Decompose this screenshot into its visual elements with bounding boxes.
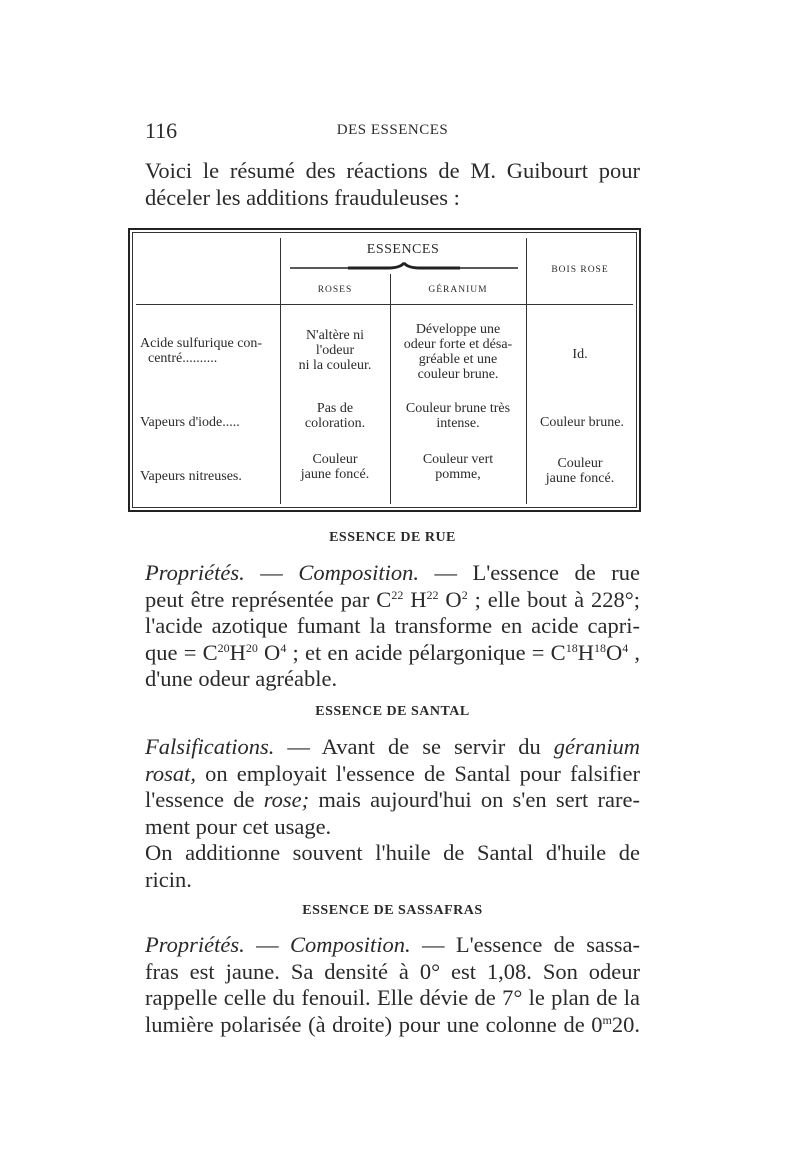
- cell-line: intense.: [436, 416, 480, 431]
- text-run: l'essence de: [145, 787, 264, 812]
- cell-line: Couleur: [312, 452, 358, 467]
- section-paragraph: [145, 734, 640, 893]
- cell-line: Développe une: [415, 322, 501, 337]
- italic-term: géranium: [553, 734, 640, 759]
- text-run: que = C: [145, 639, 218, 665]
- cell-line: Couleur: [557, 456, 603, 471]
- cell-line: jaune foncé.: [545, 471, 615, 486]
- italic-label: Composition.: [289, 932, 411, 957]
- section-title: ESSENCE DE SANTAL: [315, 704, 470, 719]
- text-run: — Avant de se servir du: [274, 734, 554, 759]
- text-line: [145, 587, 640, 614]
- group-header-essences: ESSENCES: [366, 242, 440, 257]
- cell-bois-rose: [526, 456, 634, 486]
- superscript: 20: [245, 640, 258, 655]
- cell-line: odeur forte et désa-: [403, 337, 513, 352]
- table-row-reagent: [140, 336, 280, 366]
- cell-line: Pas de: [316, 401, 354, 416]
- text-run: lumière polarisée (à droite) pour une colonne de 0: [145, 1011, 603, 1037]
- text-run: H: [229, 639, 246, 665]
- cell-line: coloration.: [304, 416, 366, 431]
- cell-geranium: [390, 452, 526, 482]
- italic-label: Falsifications.: [145, 734, 275, 759]
- column-header-roses: ROSES: [317, 285, 353, 295]
- cell-line: Id.: [572, 347, 588, 362]
- text-line: [145, 560, 640, 587]
- text-run: —: [244, 560, 299, 585]
- text-run: H: [577, 639, 594, 665]
- text-line: [145, 932, 640, 959]
- superscript: 2: [461, 587, 468, 602]
- text-run: —: [244, 932, 290, 957]
- cell-bois-rose: [526, 415, 638, 430]
- section-paragraph: [145, 560, 640, 693]
- header-rule: [136, 304, 633, 305]
- column-header-bois-rose: BOIS ROSE: [551, 265, 609, 275]
- cell-line: pomme,: [435, 467, 481, 482]
- text-line: [145, 787, 640, 814]
- text-line: On additionne souvent l'huile de Santal d'huile de: [145, 840, 640, 865]
- text-line: ricin.: [145, 866, 192, 892]
- reagent-line: Acide sulfurique con-: [140, 336, 263, 351]
- column-header-geranium: GÉRANIUM: [428, 285, 488, 295]
- reagent-line: centré..........: [148, 351, 218, 366]
- section-title: ESSENCE DE RUE: [329, 530, 456, 545]
- italic-label: Propriétés.: [145, 932, 245, 957]
- text-run: mais aujourd'hui on s'en sert rare-: [309, 787, 640, 812]
- text-run: on employait l'essence de Santal pour falsifier: [196, 760, 640, 786]
- cell-line: Couleur vert: [422, 452, 494, 467]
- text-line: rappelle celle du fenouil. Elle dévie de 7° le plan de la: [145, 985, 640, 1010]
- cell-bois-rose: [526, 347, 634, 362]
- intro-paragraph: [145, 158, 640, 211]
- text-line: [145, 1012, 640, 1039]
- cell-line: gréable et une: [418, 352, 498, 367]
- text-run: O: [605, 639, 623, 665]
- intro-line: déceler les additions frauduleuses :: [145, 184, 460, 210]
- superscript: 4: [622, 640, 629, 655]
- text-line: [145, 761, 640, 788]
- text-line: [145, 734, 640, 761]
- text-run: peut être représentée par C: [145, 586, 392, 612]
- italic-term: rose;: [263, 787, 310, 812]
- table-row-reagent: [140, 469, 280, 484]
- intro-line: Voici le résumé des réactions de M. Guibourt pour: [145, 158, 640, 183]
- italic-label: Composition.: [298, 560, 419, 585]
- text-run: — L'essence de sassa-: [410, 932, 641, 957]
- cell-line: l'odeur: [315, 343, 355, 358]
- section-title: ESSENCE DE SASSAFRAS: [302, 903, 483, 918]
- text-line: ment pour cet usage.: [145, 813, 332, 839]
- running-title: DES ESSENCES: [336, 122, 449, 138]
- page-number: 116: [145, 118, 178, 143]
- reagent-line: Vapeurs nitreuses.: [140, 469, 242, 484]
- text-run: H: [403, 586, 427, 612]
- text-run: — L'essence de rue: [418, 560, 640, 585]
- text-run: O: [438, 586, 462, 612]
- cell-roses: [280, 452, 390, 482]
- superscript: 4: [280, 640, 287, 655]
- running-head: [145, 118, 640, 144]
- text-run: O: [257, 639, 281, 665]
- text-run: ; elle bout à 228°;: [467, 586, 641, 612]
- table-row-reagent: [140, 415, 280, 430]
- text-run: ,: [628, 639, 641, 665]
- cell-line: ni la couleur.: [298, 358, 372, 373]
- cell-geranium: [390, 322, 526, 382]
- text-line: [145, 640, 640, 667]
- italic-term: rosat,: [145, 760, 197, 786]
- cell-line: couleur brune.: [417, 367, 499, 382]
- cell-geranium: [390, 401, 526, 431]
- cell-roses: [280, 328, 390, 373]
- superscript: 20: [217, 640, 230, 655]
- text-run: ; et en acide pélargonique = C: [286, 639, 566, 665]
- reagent-line: Vapeurs d'iode.....: [140, 415, 240, 430]
- cell-line: jaune foncé.: [300, 467, 370, 482]
- superscript: 18: [565, 640, 578, 655]
- cell-line: Couleur brune.: [540, 415, 624, 430]
- superscript: 18: [593, 640, 606, 655]
- italic-label: Propriétés.: [145, 560, 245, 585]
- text-line: d'une odeur agréable.: [145, 666, 338, 691]
- superscript: m: [602, 1012, 612, 1027]
- superscript: 22: [391, 587, 404, 602]
- reaction-table: [128, 228, 641, 512]
- text-line: l'acide azotique fumant la transforme en acide capri-: [145, 613, 640, 638]
- text-line: fras est jaune. Sa densité à 0° est 1,08. Son odeur: [145, 958, 640, 984]
- section-paragraph: [145, 932, 640, 1038]
- brace-decoration: [288, 262, 520, 276]
- superscript: 22: [426, 587, 439, 602]
- cell-line: Couleur brune très: [405, 401, 511, 416]
- cell-line: N'altère ni: [305, 328, 365, 343]
- cell-roses: [280, 401, 390, 431]
- text-run: 20.: [611, 1011, 640, 1037]
